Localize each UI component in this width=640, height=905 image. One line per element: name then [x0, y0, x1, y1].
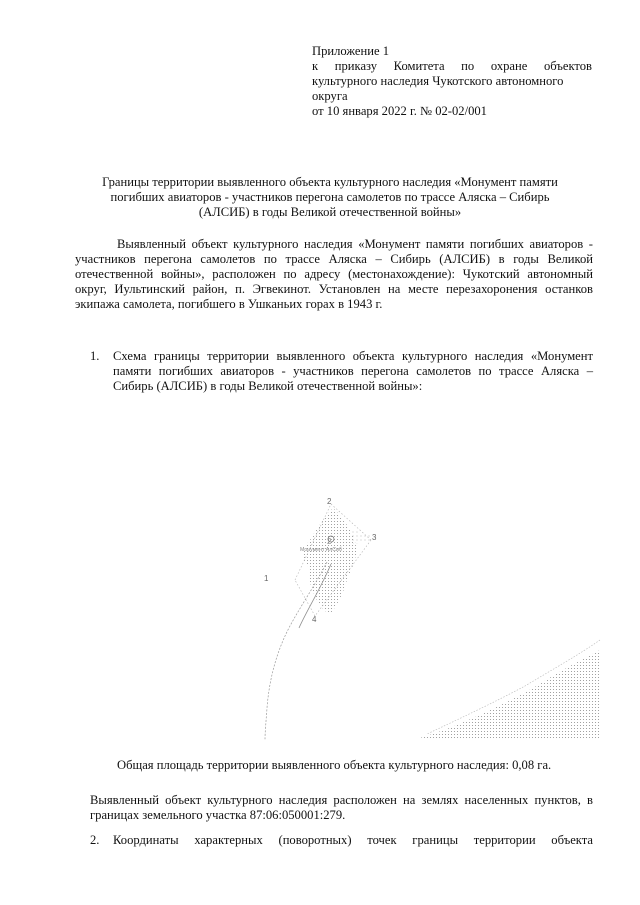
document-title: Границы территории выявленного объекта культурного наследия «Монумент памяти погибших авиаторов - участников перегона самолетов по трассе Аляска – Сибирь (АЛСИБ) в годы Великой отечественной войны» — [102, 175, 558, 219]
appendix-date-line: от 10 января 2022 г. № 02-02/001 — [312, 104, 487, 118]
section-1 — [90, 349, 593, 394]
appendix-title: Приложение 1 — [312, 44, 390, 58]
monument-object-label: Монумент АлСиб — [300, 547, 342, 553]
appendix-order-line: к приказу Комитета по охране объектов — [312, 59, 592, 73]
section-2-text: Координаты характерных (поворотных) точек границы территории объекта — [113, 833, 593, 847]
intro-paragraph: Выявленный объект культурного наследия «Монумент памяти погибших авиаторов - участников перегона самолетов по трассе Аляска – Сибирь (АЛСИБ) в годы Великой отечественной войны», расположен по адресу (местонахождение): Чукотский автономный округ, Иультинский район, п. Эгвекинот. Установлен на месте перезахоронения останков экипажа самолета, погибшего в Ушканьих горах в 1943 г. — [75, 237, 593, 311]
appendix-committee-line: культурного наследия Чукотского автономного — [312, 74, 564, 88]
boundary-point-2-label: 2 — [327, 497, 332, 506]
section-2 — [90, 833, 593, 848]
monument-center-label: 2 — [327, 537, 332, 546]
boundary-point-3-label: 3 — [372, 533, 377, 542]
slope-terrain-area — [413, 650, 600, 740]
section-1-text: Схема границы территории выявленного объекта культурного наследия «Монумент памяти погибших авиаторов - участников перегона самолетов по трассе Аляска – Сибирь (АЛСИБ) в годы Великой отечественной войны»: — [113, 349, 593, 393]
total-area-text: Общая площадь территории выявленного объекта культурного наследия: 0,08 га. — [117, 758, 552, 772]
appendix-region-line: округа — [312, 89, 348, 103]
appendix-header — [312, 44, 592, 119]
section-1-number: 1. — [90, 349, 100, 363]
boundary-point-1-label: 1 — [264, 574, 269, 583]
land-category-text: Выявленный объект культурного наследия расположен на землях населенных пунктов, в границах земельного участка 87:06:050001:279. — [90, 793, 593, 822]
section-2-number: 2. — [90, 833, 100, 847]
territory-scheme-map — [255, 490, 610, 740]
boundary-point-4-label: 4 — [312, 615, 317, 624]
hill-contour-area — [304, 508, 357, 614]
